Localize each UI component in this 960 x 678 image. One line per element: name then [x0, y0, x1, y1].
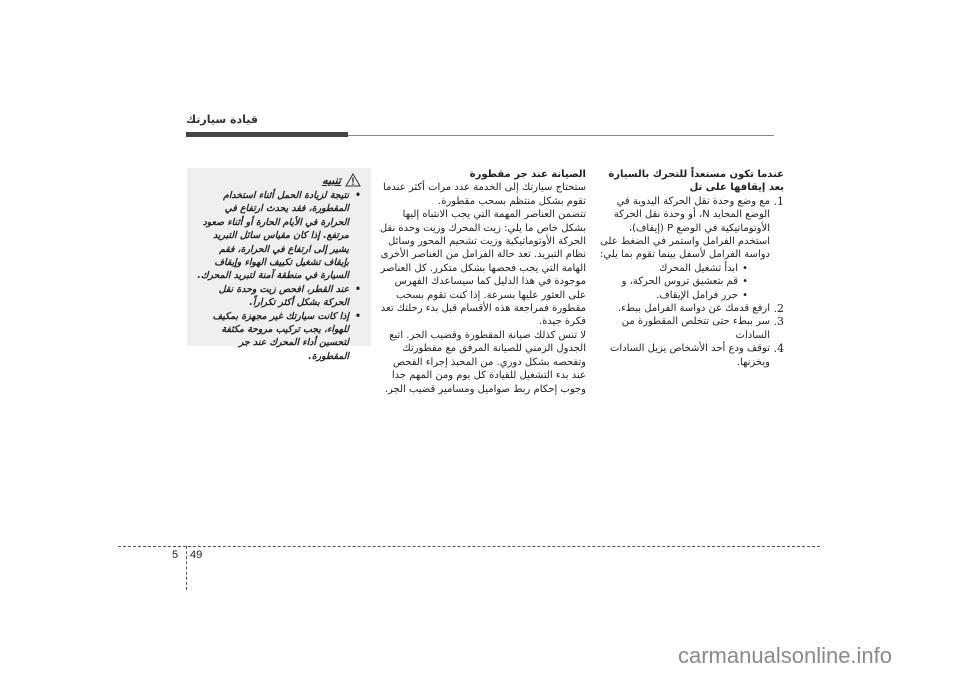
trailer-maintenance-heading: الصيانة عند جر مقطورة — [469, 169, 586, 180]
chapter-number: 5 — [172, 549, 179, 561]
sub-list-item: • ابدأ تشغيل المحرك — [598, 262, 748, 275]
step-text: مع وضع وحدة نقل الحركة اليدوية في الوضع المحايد N، أو وحدة نقل الحركة الأوتوماتيكية في الوضع P (إيقاف)، استخدم الفرامل واستمر في الضغط على دواسة الفرامل لأسفل بينما تقوم بما يلي: — [600, 195, 770, 261]
step-text: سر ببطء حتى تتخلص المقطورة من السادات — [621, 316, 770, 341]
step-item — [598, 315, 784, 342]
paragraph: ستحتاج سيارتك إلى الخدمة عدد مرات أكثر عندما تقوم بشكل منتظم بسحب مقطورة. — [383, 182, 586, 207]
step-item — [598, 342, 784, 369]
step-number: 4. — [773, 342, 784, 356]
step-number: 2. — [773, 302, 784, 316]
callout-item: • نتيجة لزيادة الحمل أثناء استخدام المقطورة، فقد يحدث ارتفاع في الحرارة في الأيام الحارة أو أثناء صعود مرتفع. إذا كان مقياس سائل التبريد يشير إلى ارتفاع في الحرارة، فقم بإيقاف تشغيل تكييف الهواء وإيقاف السيارة في منطقة آمنة لتبريد المحرك. — [195, 189, 361, 283]
footer-rule — [118, 546, 820, 547]
callout-title: تنبيه — [322, 173, 341, 187]
step-number: 3. — [773, 315, 784, 329]
step-sub-list — [598, 262, 770, 302]
section-title: قيادة سيارتك — [186, 113, 258, 126]
step-item — [598, 195, 784, 302]
step-text: ارفع قدمك عن دواسة الفرامل ببطء. — [617, 303, 770, 315]
header-accent-bar — [186, 132, 348, 137]
caution-callout — [187, 168, 371, 362]
step-number: 1. — [773, 194, 784, 208]
page-number: 49 — [190, 549, 203, 561]
hill-start-heading: عندما تكون مستعداً للتحرك بالسيارة بعد إيقافها على تل — [608, 169, 784, 194]
callout-item: • عند القطر، افحص زيت وحدة نقل الحركة بشكل أكثر تكراراً. — [195, 283, 361, 310]
sub-list-item: • حرر فرامل الإيقاف. — [598, 289, 748, 302]
callout-item: • إذا كانت سيارتك غير مجهزة بمكيف للهواء، يجب تركيب مروحة مكثفة لتحسين أداء المحرك عند جر المقطورة. — [195, 310, 361, 364]
callout-list — [195, 189, 361, 363]
callout-header — [195, 173, 361, 187]
step-text: توقف ودع أحد الأشخاص يزيل السادات ويخزنها. — [610, 343, 770, 368]
paragraph: لا تنس كذلك صيانة المقطورة وقضيب الجر. اتبع الجدول الزمني للصيانة المرفق مع مقطورتك وتفحصه بشكل دوري. من المحبذ إجراء الفحص عند بدء التشغيل للقيادة كل يوم ومن المهم جدا وجوب إحكام ربط صواميل ومسامير قضيب الجر. — [384, 329, 586, 395]
hill-start-steps — [598, 195, 784, 369]
watermark: carmanualsonline.info — [678, 643, 893, 668]
sub-list-item: • قم بتعشيق تروس الحركة، و — [598, 275, 748, 288]
paragraph: تتضمن العناصر المهمة التي يجب الانتباه إليها بشكل خاص ما يلي: زيت المحرك وزيت وحدة نقل الحركة الأوتوماتيكية وزيت تشحيم المحور وسائل نظام التبريد. تعد حالة الفرامل من العناصر الأخرى الهامة التي يجب فحصها بشكل متكرر. كل العناصر موجودة في هذا الدليل كما سيساعدك الفهرس على العثور عليها بسرعة. إذا كنت تقوم بسحب مقطورة فمراجعة هذه الأقسام قبل بدء رحلتك تعد فكرة جيدة. — [379, 209, 586, 328]
footer-divider — [186, 546, 187, 590]
step-item — [598, 302, 784, 315]
warning-triangle-icon — [345, 173, 361, 187]
hill-start-section — [598, 168, 784, 369]
trailer-maintenance-section — [378, 168, 586, 396]
header-rule — [348, 135, 774, 136]
